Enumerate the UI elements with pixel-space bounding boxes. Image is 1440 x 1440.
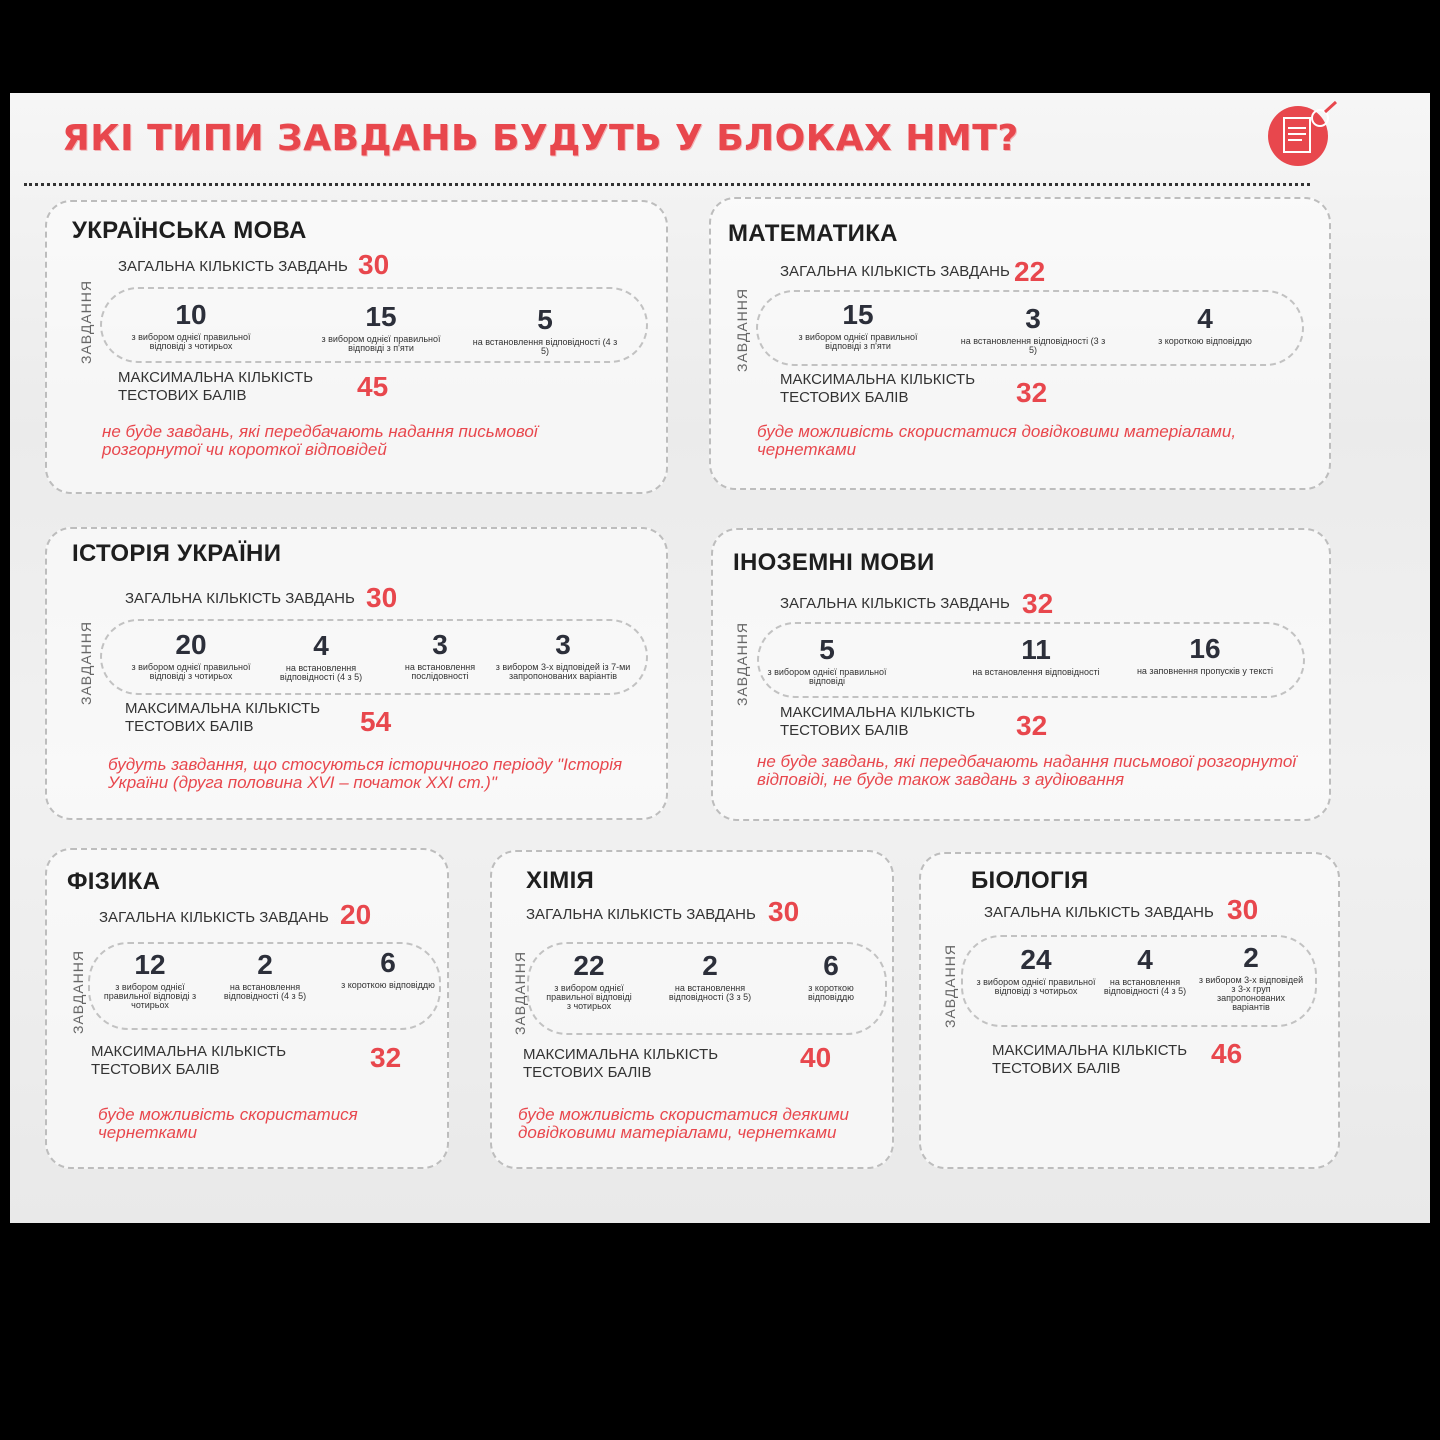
task-desc: на встановлення відповідності (3 з 5): [668, 983, 752, 1002]
task-count: 10: [175, 299, 207, 330]
task-item: [340, 948, 436, 990]
task-desc: на встановлення відповідності (4 з 5): [223, 982, 307, 1001]
task-count: 2: [257, 949, 273, 980]
task-count: 6: [380, 947, 396, 978]
task-count: 3: [432, 629, 448, 660]
task-desc: з вибором однієї правильної відповіді з чотирьох: [976, 977, 1096, 996]
subject-note: не буде завдань, які передбачають надання письмової розгорнутої відповіді, не буде також завдань з аудіювання: [757, 752, 1297, 789]
task-count: 2: [702, 950, 718, 981]
task-desc: з короткою відповіддю: [808, 983, 854, 1002]
task-count: 6: [823, 950, 839, 981]
total-value: 30: [768, 896, 800, 927]
total-label: ЗАГАЛЬНА КІЛЬКІСТЬ ЗАВДАНЬ: [118, 258, 348, 275]
max-score-label: МАКСИМАЛЬНА КІЛЬКІСТЬ ТЕСТОВИХ БАЛІВ: [780, 704, 976, 739]
task-item: [660, 951, 760, 1002]
max-score-value: 54: [360, 706, 392, 737]
max-score-value: 32: [1016, 377, 1048, 408]
task-desc: з вибором 3-х відповідей з 3-х груп запропонованих варіантів: [1198, 975, 1304, 1012]
total-label: ЗАГАЛЬНА КІЛЬКІСТЬ ЗАВДАНЬ: [780, 263, 1010, 280]
task-count: 5: [819, 634, 835, 665]
total-value: 20: [340, 899, 372, 930]
task-item: [958, 304, 1108, 355]
task-item: [786, 951, 876, 1002]
subject-title: ХІМІЯ: [526, 867, 595, 894]
task-desc: з вибором однієї правильної відповіді з п'яти: [321, 334, 441, 353]
task-desc: на заповнення пропусків у тексті: [1136, 666, 1274, 676]
task-item: [385, 630, 495, 681]
tasks-vertical-label: ЗАВДАННЯ: [941, 944, 958, 1028]
task-count: 20: [175, 629, 207, 660]
max-score-label: МАКСИМАЛЬНА КІЛЬКІСТЬ ТЕСТОВИХ БАЛІВ: [780, 371, 976, 406]
total-label: ЗАГАЛЬНА КІЛЬКІСТЬ ЗАВДАНЬ: [125, 590, 355, 607]
task-item: [783, 300, 933, 351]
task-count: 15: [365, 301, 397, 332]
task-item: [100, 950, 200, 1010]
task-desc: з вибором однієї правильної відповіді з чотирьох: [546, 983, 632, 1011]
subject-note: буде можливість скористатися довідковими матеріалами, чернетками: [757, 422, 1237, 459]
task-item: [961, 635, 1111, 677]
tasks-vertical-label: ЗАВДАННЯ: [77, 621, 94, 705]
task-desc: з вибором однієї правильної відповіді з чотирьох: [131, 332, 251, 351]
max-score-value: 46: [1211, 1038, 1243, 1069]
tasks-vertical-label: ЗАВДАННЯ: [733, 622, 750, 706]
task-count: 15: [842, 299, 874, 330]
subject-title: УКРАЇНСЬКА МОВА: [72, 217, 307, 244]
page-title: ЯКІ ТИПИ ЗАВДАНЬ БУДУТЬ У БЛОКАХ НМТ?: [62, 118, 1019, 159]
task-count: 4: [1197, 303, 1213, 334]
task-count: 2: [1243, 942, 1259, 973]
total-label: ЗАГАЛЬНА КІЛЬКІСТЬ ЗАВДАНЬ: [984, 904, 1214, 921]
total-value: 30: [1227, 894, 1259, 925]
max-score-label: МАКСИМАЛЬНА КІЛЬКІСТЬ ТЕСТОВИХ БАЛІВ: [125, 700, 321, 735]
task-item: [493, 630, 633, 681]
task-item: [976, 945, 1096, 996]
max-score-label: МАКСИМАЛЬНА КІЛЬКІСТЬ ТЕСТОВИХ БАЛІВ: [523, 1046, 719, 1081]
task-desc: з короткою відповіддю: [1158, 336, 1252, 346]
tasks-vertical-label: ЗАВДАННЯ: [77, 280, 94, 364]
task-desc: з вибором однієї правильної відповіді з чотирьох: [103, 982, 197, 1010]
max-score-value: 32: [370, 1042, 402, 1073]
max-score-value: 40: [800, 1042, 832, 1073]
task-item: [266, 631, 376, 682]
subject-title: БІОЛОГІЯ: [971, 867, 1089, 894]
task-item: [544, 951, 634, 1011]
total-value: 22: [1014, 256, 1046, 287]
task-desc: на встановлення відповідності (4 з 5): [1103, 977, 1187, 996]
task-item: [1197, 943, 1305, 1012]
task-count: 12: [134, 949, 166, 980]
total-value: 32: [1022, 588, 1054, 619]
max-score-label: МАКСИМАЛЬНА КІЛЬКІСТЬ ТЕСТОВИХ БАЛІВ: [992, 1042, 1188, 1077]
total-value: 30: [366, 582, 398, 613]
task-count: 22: [573, 950, 605, 981]
task-desc: з короткою відповіддю: [341, 980, 435, 990]
task-item: [215, 950, 315, 1001]
task-count: 16: [1189, 633, 1221, 664]
total-label: ЗАГАЛЬНА КІЛЬКІСТЬ ЗАВДАНЬ: [526, 906, 756, 923]
subject-note: буде можливість скористатися деякими довідковими матеріалами, чернетками: [518, 1105, 849, 1142]
task-item: [1130, 304, 1280, 346]
task-item: [116, 630, 266, 681]
subject-title: ІНОЗЕМНІ МОВИ: [733, 549, 935, 576]
document-magnifier-icon: [1262, 100, 1342, 170]
task-count: 4: [313, 630, 329, 661]
task-count: 3: [555, 629, 571, 660]
task-count: 11: [1021, 634, 1051, 665]
task-item: [116, 300, 266, 351]
task-desc: на встановлення відповідності (3 з 5): [960, 336, 1106, 355]
task-desc: з вибором однієї правильної відповіді з чотирьох: [131, 662, 251, 681]
dotted-divider: [24, 183, 1310, 186]
task-item: [1093, 945, 1197, 996]
task-item: [306, 302, 456, 353]
task-item: [752, 635, 902, 686]
task-desc: на встановлення послідовності: [404, 662, 476, 681]
task-desc: з вибором однієї правильної відповіді з п'яти: [798, 332, 918, 351]
task-count: 3: [1025, 303, 1041, 334]
max-score-label: МАКСИМАЛЬНА КІЛЬКІСТЬ ТЕСТОВИХ БАЛІВ: [118, 369, 314, 404]
task-desc: з вибором однієї правильної відповіді: [767, 667, 887, 686]
max-score-value: 32: [1016, 710, 1048, 741]
task-item: [470, 305, 620, 356]
subject-note: буде можливість скористатися чернетками: [98, 1105, 358, 1142]
subject-title: МАТЕМАТИКА: [728, 220, 898, 247]
task-count: 4: [1137, 944, 1153, 975]
max-score-label: МАКСИМАЛЬНА КІЛЬКІСТЬ ТЕСТОВИХ БАЛІВ: [91, 1043, 287, 1078]
subject-note: не буде завдань, які передбачають надання письмової розгорнутої чи короткої відповідей: [102, 422, 538, 459]
total-label: ЗАГАЛЬНА КІЛЬКІСТЬ ЗАВДАНЬ: [780, 595, 1010, 612]
total-value: 30: [358, 249, 390, 280]
task-desc: на встановлення відповідності (4 з 5): [472, 337, 618, 356]
task-item: [1130, 634, 1280, 676]
task-desc: на встановлення відповідності: [972, 667, 1100, 677]
subject-note: будуть завдання, що стосуються історичного періоду "Історія України (друга половина XVI – початок XXI ст.)": [108, 755, 623, 792]
tasks-vertical-label: ЗАВДАННЯ: [69, 950, 86, 1034]
subject-title: ІСТОРІЯ УКРАЇНИ: [72, 540, 282, 567]
task-count: 5: [537, 304, 553, 335]
max-score-value: 45: [357, 371, 389, 402]
total-label: ЗАГАЛЬНА КІЛЬКІСТЬ ЗАВДАНЬ: [99, 909, 329, 926]
task-count: 24: [1020, 944, 1052, 975]
task-desc: з вибором 3-х відповідей із 7-ми запропонованих варіантів: [495, 662, 631, 681]
subject-title: ФІЗИКА: [67, 868, 161, 895]
tasks-vertical-label: ЗАВДАННЯ: [511, 951, 528, 1035]
tasks-vertical-label: ЗАВДАННЯ: [733, 288, 750, 372]
task-desc: на встановлення відповідності (4 з 5): [279, 663, 363, 682]
